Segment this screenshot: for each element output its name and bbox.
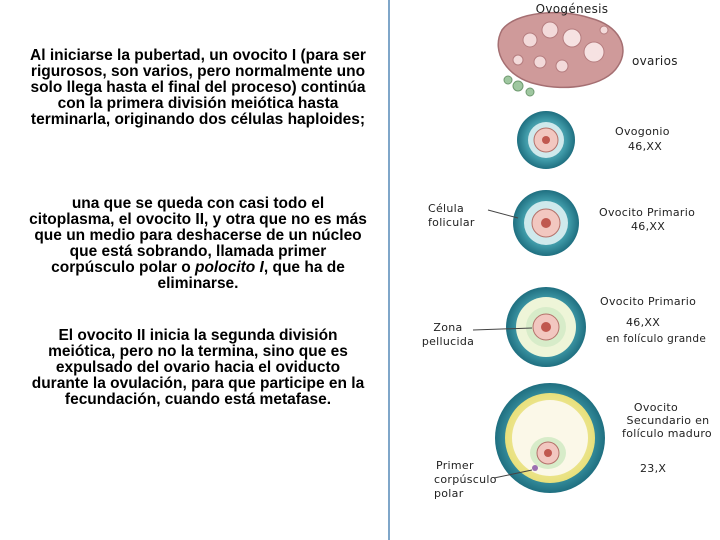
paragraph-2-end: , que ha de eliminarse.	[157, 259, 345, 292]
label-ovarios: ovarios	[632, 54, 678, 68]
label-ovocito-secundario-chromosomes: 23,X	[640, 462, 667, 475]
label-ovocito-primario-2-chromosomes: 46,XX	[626, 316, 661, 329]
paragraph-2	[28, 196, 368, 292]
label-ovocito-primario-2: Ovocito Primario	[600, 295, 697, 308]
label-ovocito-secundario-1: Ovocito	[633, 401, 679, 414]
paragraph-1: Al iniciarse la pubertad, un ovocito I (para ser rigurosos, son varios, pero normalmente uno solo llega hasta el final del proceso) continúa con la primera división meiótica hasta terminarla, originando dos células haploides;	[30, 47, 366, 128]
paragraph-2-main: una que se queda con casi todo el citoplasma, el ovocito II, y otra que no es más que un medio para deshacerse de un núcleo que está sobrando, llamada primer corpúsculo polar o	[29, 195, 367, 276]
label-ovocito-primario: Ovocito Primario	[599, 206, 696, 219]
label-zona-1: Zona	[433, 321, 463, 334]
label-primer-corpusculo-3: polar	[434, 487, 464, 500]
paragraph-2-italic: polocito I	[194, 259, 264, 276]
paragraph-3: El ovocito II inicia la segunda división meiótica, pero no la termina, sino que es expulsado del ovario hacia el oviducto durante la ovulación, para que participe en la fecundación, cuando está metafase.	[31, 327, 365, 408]
ovogenesis-figure	[388, 0, 720, 540]
label-ovogonio: Ovogonio	[615, 125, 670, 138]
label-celula-folicular-2: folicular	[428, 216, 475, 229]
ovogonio-cell	[517, 111, 575, 169]
label-ovocito-secundario-2: Secundario en	[626, 414, 710, 427]
ovary-shape	[498, 13, 623, 96]
label-ovocito-secundario-3: folículo maduro	[622, 427, 712, 440]
label-primer-corpusculo-2: corpúsculo	[434, 473, 497, 486]
label-zona-2: pellucida	[421, 335, 475, 348]
label-ovocito-primario-2-sub: en folículo grande	[606, 333, 707, 345]
primary-oocyte-large-follicle	[506, 287, 586, 367]
label-ovocito-primario-chromosomes: 46,XX	[631, 220, 666, 233]
label-ovogonio-chromosomes: 46,XX	[628, 140, 663, 153]
primary-oocyte-cell	[513, 190, 579, 256]
label-primer-corpusculo-1: Primer	[436, 459, 474, 472]
secondary-oocyte-mature-follicle	[495, 383, 605, 493]
pointer-celula-folicular	[488, 210, 518, 218]
figure-title: Ovogénesis	[535, 2, 609, 16]
label-celula-folicular-1: Célula	[428, 202, 465, 215]
